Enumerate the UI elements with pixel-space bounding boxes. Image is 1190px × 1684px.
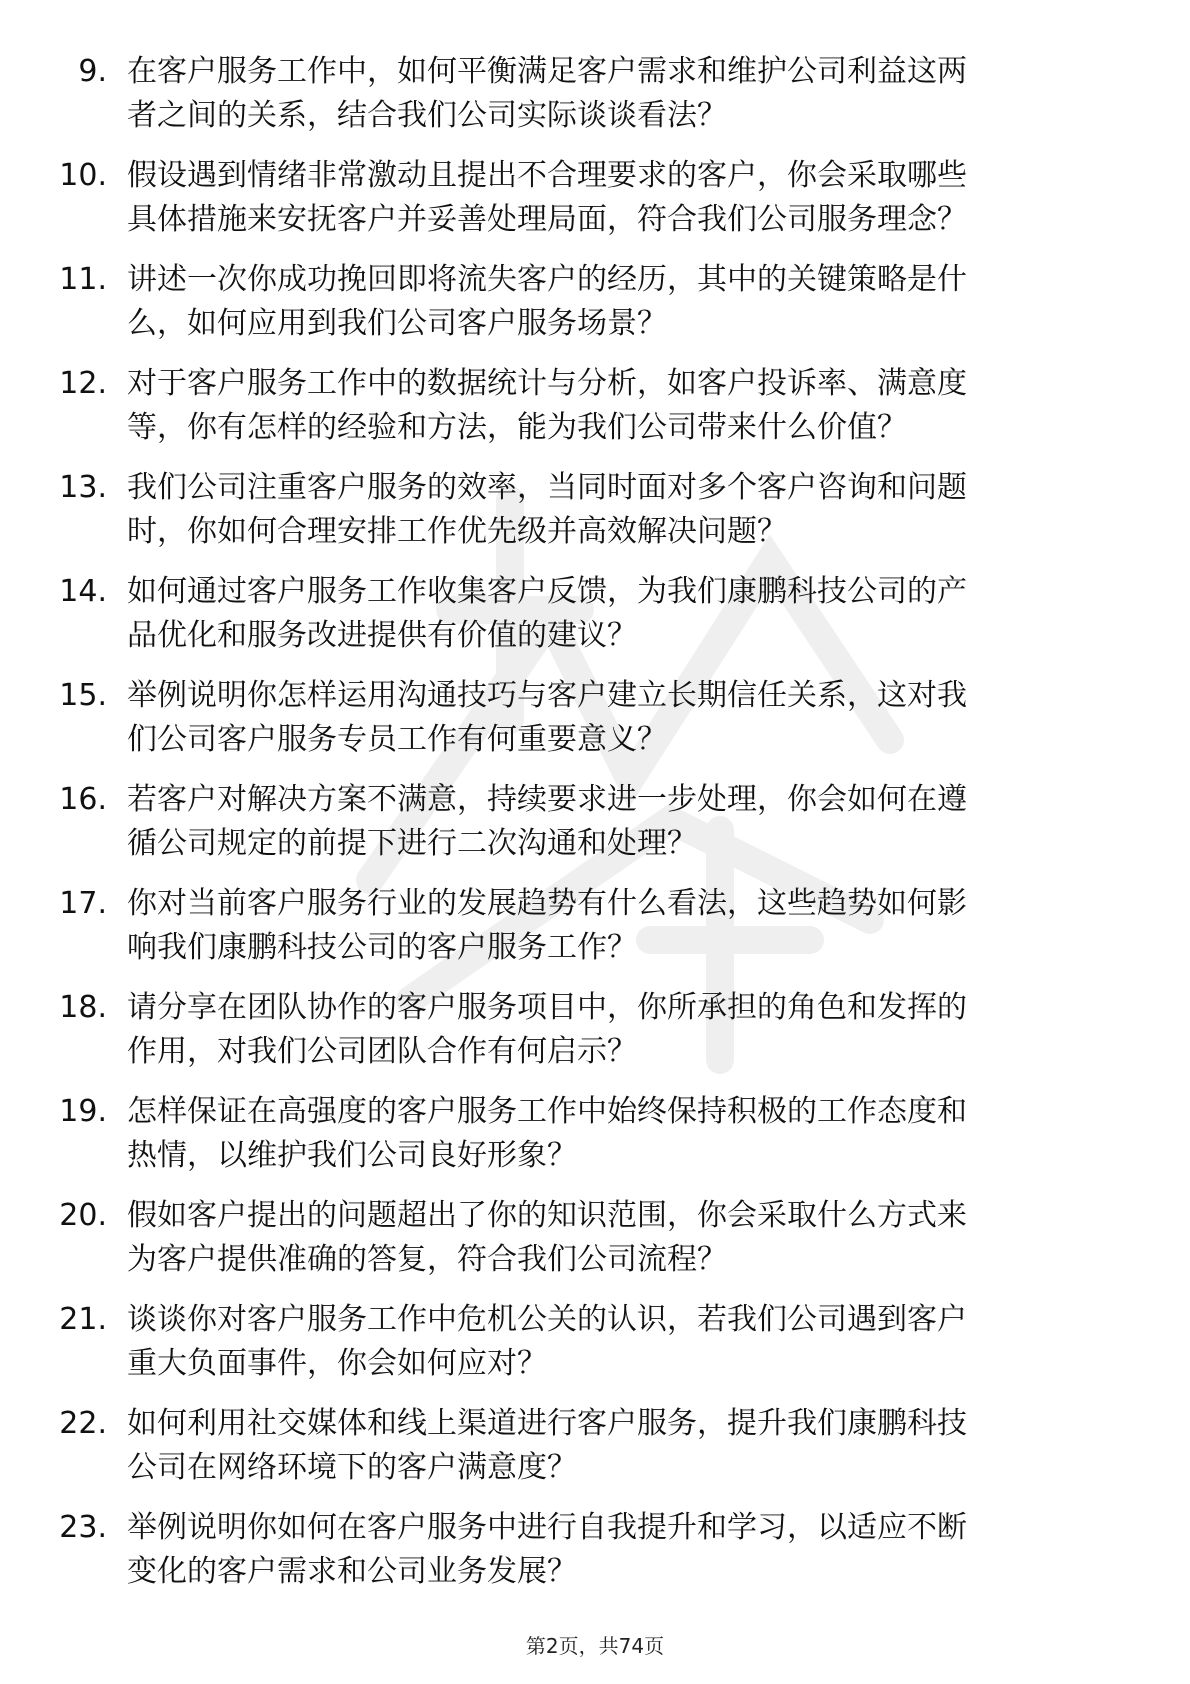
question-item (55, 1194, 1115, 1294)
question-number: 11. (59, 262, 107, 297)
question-list (55, 50, 1115, 1610)
question-text: 我们公司注重客户服务的效率，当同时面对多个客户咨询和问题 时，你如何合理安排工作优先级并高效解决问题？ (127, 470, 967, 549)
question-text: 请分享在团队协作的客户服务项目中，你所承担的角色和发挥的 作用，对我们公司团队合作有何启示？ (127, 990, 967, 1069)
question-text: 举例说明你如何在客户服务中进行自我提升和学习，以适应不断 变化的客户需求和公司业务发展？ (127, 1510, 967, 1589)
question-text: 如何通过客户服务工作收集客户反馈，为我们康鹏科技公司的产 品优化和服务改进提供有价值的建议？ (127, 574, 967, 653)
question-text: 怎样保证在高强度的客户服务工作中始终保持积极的工作态度和 热情，以维护我们公司良好形象？ (127, 1094, 967, 1173)
question-text: 你对当前客户服务行业的发展趋势有什么看法，这些趋势如何影 响我们康鹏科技公司的客户服务工作？ (127, 886, 967, 965)
question-item (55, 570, 1115, 670)
question-item (55, 674, 1115, 774)
question-text: 对于客户服务工作中的数据统计与分析，如客户投诉率、满意度 等，你有怎样的经验和方法，能为我们公司带来什么价值？ (127, 366, 967, 445)
question-item (55, 986, 1115, 1086)
question-number: 9. (78, 54, 107, 89)
question-number: 18. (59, 990, 107, 1025)
question-item (55, 1402, 1115, 1502)
question-text: 假设遇到情绪非常激动且提出不合理要求的客户，你会采取哪些 具体措施来安抚客户并妥善处理局面，符合我们公司服务理念？ (127, 158, 967, 237)
question-text: 讲述一次你成功挽回即将流失客户的经历，其中的关键策略是什 么，如何应用到我们公司客户服务场景？ (127, 262, 967, 341)
question-text: 假如客户提出的问题超出了你的知识范围，你会采取什么方式来 为客户提供准确的答复，符合我们公司流程？ (127, 1198, 967, 1277)
question-number: 21. (59, 1302, 107, 1337)
page-number-label: 第2页，共74页 (525, 1634, 665, 1658)
question-text: 在客户服务工作中，如何平衡满足客户需求和维护公司利益这两 者之间的关系，结合我们公司实际谈谈看法？ (127, 54, 967, 133)
question-item (55, 882, 1115, 982)
question-item (55, 466, 1115, 566)
question-text: 举例说明你怎样运用沟通技巧与客户建立长期信任关系，这对我 们公司客户服务专员工作有何重要意义？ (127, 678, 967, 757)
question-text: 谈谈你对客户服务工作中危机公关的认识，若我们公司遇到客户 重大负面事件，你会如何应对？ (127, 1302, 967, 1381)
question-number: 15. (59, 678, 107, 713)
question-item (55, 778, 1115, 878)
question-number: 16. (59, 782, 107, 817)
question-number: 20. (59, 1198, 107, 1233)
question-number: 14. (59, 574, 107, 609)
question-item (55, 50, 1115, 150)
question-item (55, 258, 1115, 358)
question-item (55, 362, 1115, 462)
question-number: 22. (59, 1406, 107, 1441)
question-number: 10. (59, 158, 107, 193)
question-number: 13. (59, 470, 107, 505)
question-item (55, 154, 1115, 254)
question-number: 23. (59, 1510, 107, 1545)
question-number: 12. (59, 366, 107, 401)
question-item (55, 1298, 1115, 1398)
question-number: 17. (59, 886, 107, 921)
question-item (55, 1506, 1115, 1606)
page-footer (0, 1632, 1190, 1660)
question-item (55, 1090, 1115, 1190)
question-text: 若客户对解决方案不满意，持续要求进一步处理，你会如何在遵 循公司规定的前提下进行二次沟通和处理？ (127, 782, 967, 861)
question-text: 如何利用社交媒体和线上渠道进行客户服务，提升我们康鹏科技 公司在网络环境下的客户满意度？ (127, 1406, 967, 1485)
question-number: 19. (59, 1094, 107, 1129)
